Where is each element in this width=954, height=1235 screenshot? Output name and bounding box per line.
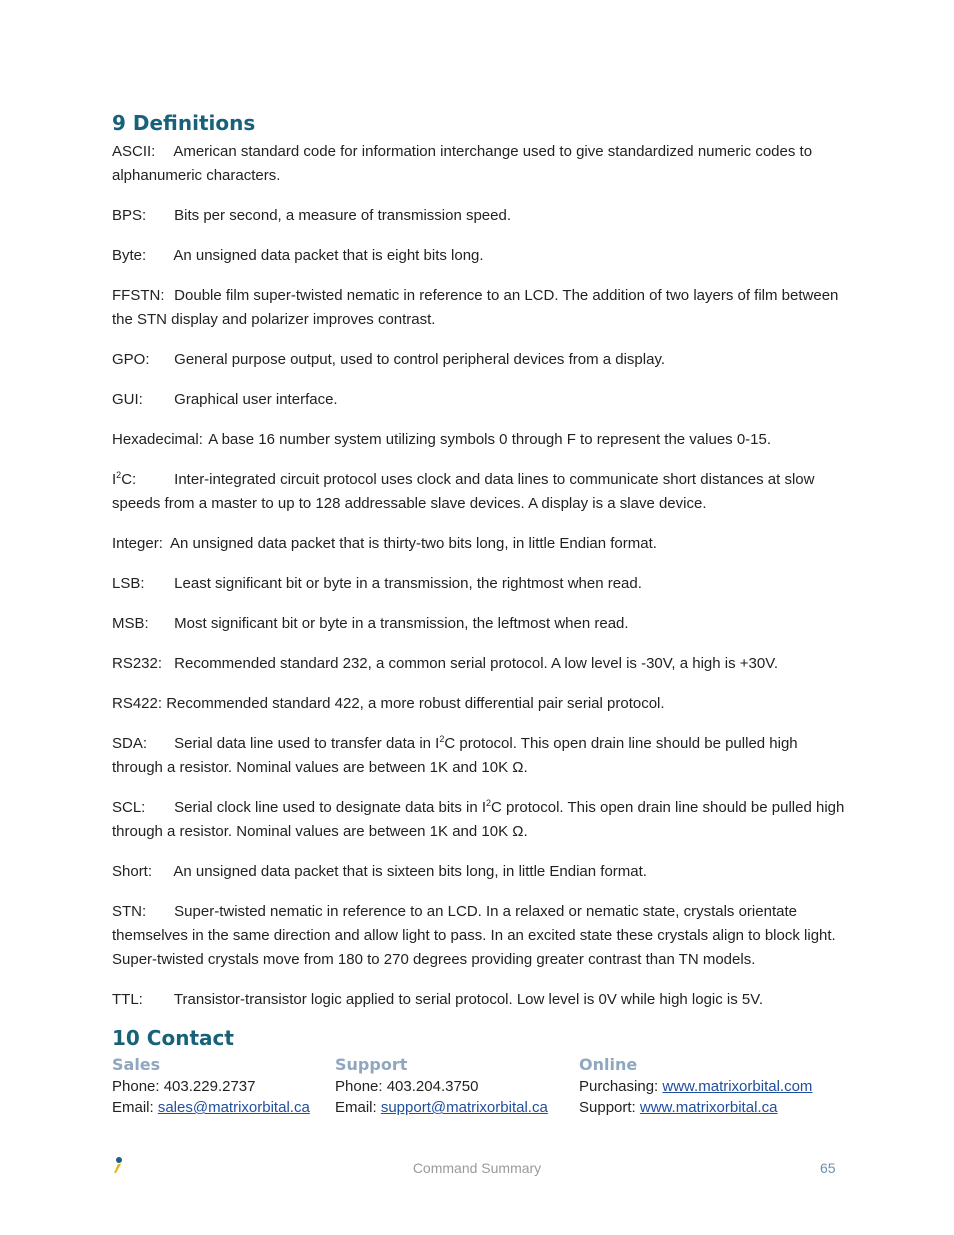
text-part: C protocol. This open drain line should be pulled high through a resistor. Nominal values are between 1K and 10K Ω. <box>112 735 798 776</box>
definitions-list <box>112 140 847 1028</box>
definition-gpo <box>112 348 847 372</box>
footer-title: Command Summary <box>412 1160 542 1176</box>
definition-msb <box>112 612 847 636</box>
definition-term: SCL: <box>112 799 146 816</box>
definition-text: Bits per second, a measure of transmission speed. <box>174 207 512 224</box>
definition-text: Least significant bit or byte in a transmission, the rightmost when read. <box>174 575 642 592</box>
contact-heading: 10 Contact <box>112 1026 234 1050</box>
support-phone <box>335 1076 548 1097</box>
term-part: C: <box>121 471 137 488</box>
phone-number: 403.204.3750 <box>386 1078 479 1095</box>
definition-bps <box>112 204 847 228</box>
definition-term: RS232: <box>112 655 163 672</box>
superscript: 2 <box>439 734 445 744</box>
sales-title: Sales <box>112 1055 161 1074</box>
definition-ascii <box>112 140 847 188</box>
definition-term: Hexadecimal: <box>112 431 203 448</box>
definition-gui <box>112 388 847 412</box>
support-email-link[interactable]: support@matrixorbital.ca <box>380 1099 548 1116</box>
definition-ffstn <box>112 284 847 332</box>
support-label: Support: <box>579 1099 640 1116</box>
contact-sales-column <box>112 1054 310 1118</box>
purchasing-label: Purchasing: <box>579 1078 663 1095</box>
phone-label: Phone: <box>335 1078 387 1095</box>
definition-integer <box>112 532 847 556</box>
definition-term: MSB: <box>112 615 149 632</box>
definition-term: BPS: <box>112 207 147 224</box>
definition-hexadecimal <box>112 428 847 452</box>
online-purchasing <box>579 1076 812 1097</box>
definition-term <box>112 468 170 492</box>
definition-text: A base 16 number system utilizing symbols 0 through F to represent the values 0-15. <box>208 431 772 448</box>
definition-term: FFSTN: <box>112 287 165 304</box>
definition-i2c <box>112 468 847 516</box>
definition-ttl <box>112 988 847 1012</box>
definition-text: Graphical user interface. <box>174 391 338 408</box>
phone-number: 403.229.2737 <box>163 1078 256 1095</box>
definition-byte <box>112 244 847 268</box>
contact-support-column <box>335 1054 548 1118</box>
page-number: 65 <box>820 1160 836 1176</box>
definition-stn <box>112 900 847 972</box>
definition-text: Recommended standard 422, a more robust differential pair serial protocol. <box>166 695 665 712</box>
sales-phone <box>112 1076 310 1097</box>
definition-text: General purpose output, used to control peripheral devices from a display. <box>174 351 666 368</box>
definition-sda <box>112 732 847 780</box>
definition-text: Recommended standard 232, a common serial protocol. A low level is -30V, a high is +30V. <box>174 655 778 672</box>
online-support-link[interactable]: www.matrixorbital.ca <box>639 1099 778 1116</box>
phone-label: Phone: <box>112 1078 164 1095</box>
definition-term: Integer: <box>112 535 163 552</box>
purchasing-link[interactable]: www.matrixorbital.com <box>662 1078 813 1095</box>
definition-term: Short: <box>112 863 153 880</box>
definition-term: LSB: <box>112 575 145 592</box>
definitions-heading: 9 Definitions <box>112 111 256 135</box>
definition-scl <box>112 796 847 844</box>
definition-text: An unsigned data packet that is thirty-two bits long, in little Endian format. <box>170 535 657 552</box>
definition-term: GPO: <box>112 351 150 368</box>
superscript: 2 <box>486 798 492 808</box>
email-label: Email: <box>335 1099 381 1116</box>
superscript: 2 <box>116 470 122 480</box>
online-support <box>579 1097 812 1118</box>
definition-text: An unsigned data packet that is eight bits long. <box>173 247 484 264</box>
sales-email-link[interactable]: sales@matrixorbital.ca <box>157 1099 310 1116</box>
definition-text: American standard code for information interchange used to give standardized numeric codes to alphanumeric characters. <box>112 143 813 184</box>
support-title: Support <box>335 1055 408 1074</box>
definition-term: STN: <box>112 903 147 920</box>
definition-text: Transistor-transistor logic applied to serial protocol. Low level is 0V while high logic is 5V. <box>173 991 764 1008</box>
term-part: I <box>112 471 117 488</box>
definition-text: Double film super-twisted nematic in reference to an LCD. The addition of two layers of film between the STN display and polarizer improves contrast. <box>112 287 839 328</box>
definition-term: TTL: <box>112 991 143 1008</box>
text-part: Serial data line used to transfer data in I <box>174 735 440 752</box>
online-title: Online <box>579 1055 638 1074</box>
email-label: Email: <box>112 1099 158 1116</box>
definition-text: Super-twisted nematic in reference to an LCD. In a relaxed or nematic state, crystals orientate themselves in the same direction and allow light to pass. In an excited state these crystals align to block light. Super-twisted crystals move from 180 to 270 degrees providing greater contrast than TN models. <box>112 903 836 968</box>
definition-text: An unsigned data packet that is sixteen bits long, in little Endian format. <box>173 863 647 880</box>
definition-text: Most significant bit or byte in a transmission, the leftmost when read. <box>174 615 629 632</box>
definition-term: SDA: <box>112 735 148 752</box>
definition-term: ASCII: <box>112 143 156 160</box>
definition-short <box>112 860 847 884</box>
support-email <box>335 1097 548 1118</box>
definition-rs422 <box>112 692 847 716</box>
definition-term: RS422: <box>112 695 163 712</box>
definition-text <box>112 799 844 840</box>
contact-online-column <box>579 1054 812 1118</box>
definition-term: Byte: <box>112 247 147 264</box>
sales-email <box>112 1097 310 1118</box>
text-part: C protocol. This open drain line should be pulled high through a resistor. Nominal values are between 1K and 10K Ω. <box>112 799 845 840</box>
text-part: Serial clock line used to designate data bits in I <box>174 799 487 816</box>
definition-text: Inter-integrated circuit protocol uses clock and data lines to communicate short distances at slow speeds from a master to up to 128 addressable slave devices. A display is a slave device. <box>112 471 815 512</box>
definition-text <box>112 735 798 776</box>
definition-rs232 <box>112 652 847 676</box>
definition-lsb <box>112 572 847 596</box>
definition-term: GUI: <box>112 391 143 408</box>
